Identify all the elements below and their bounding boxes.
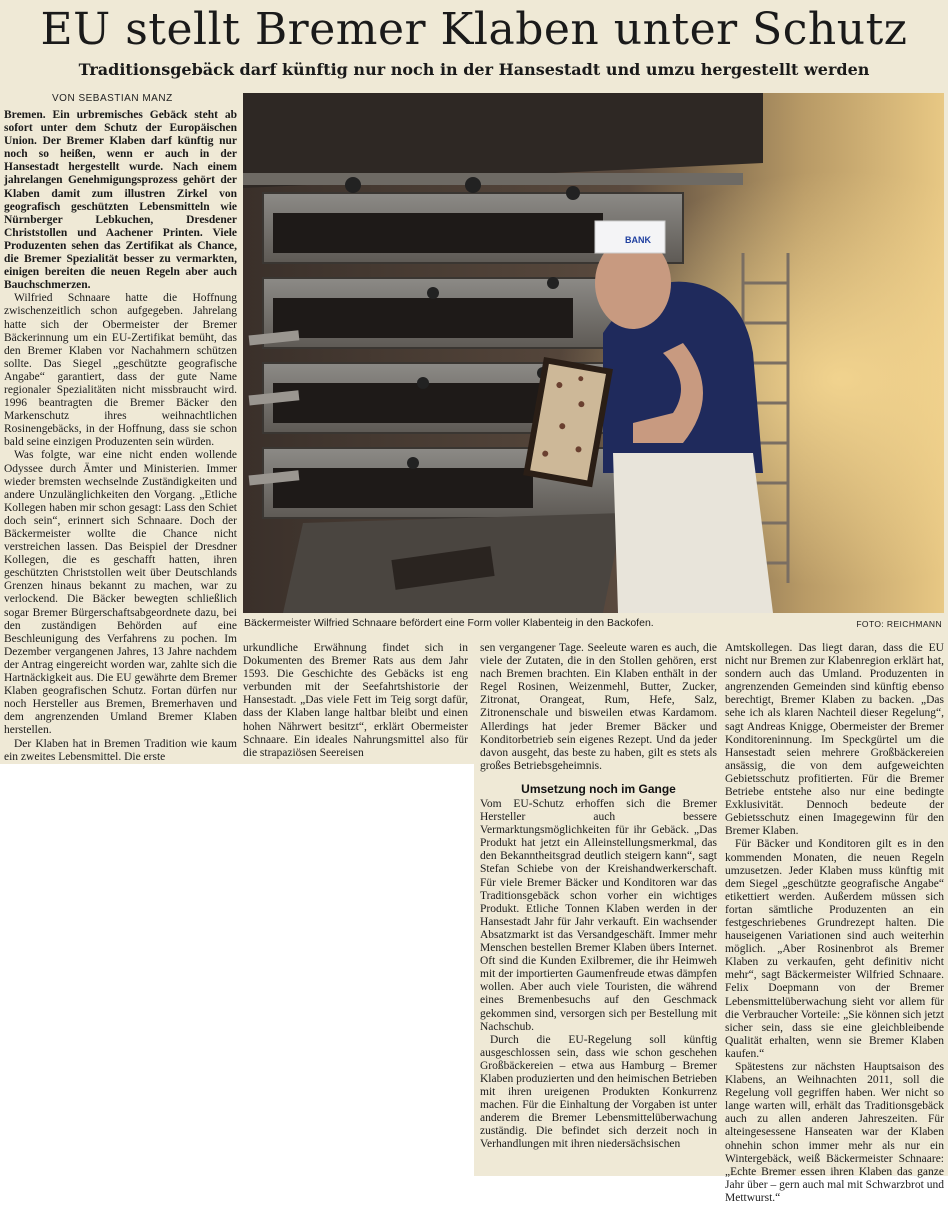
byline: VON SEBASTIAN MANZ — [52, 93, 173, 104]
lead-paragraph: Bremen. Ein urbremisches Gebäck steht ab sofort unter dem Schutz der Europäischen Union. Der Bremer Klaben darf künftig nur noch so heißen, wenn er auch in der Hansestadt hergestellt wurde. Nach einem jahrelangen Genehmigungsprozess gehört der Klaben damit zum illustren Zirkel von geografisch geschützten Lebensmitteln wie Nürnberger Lebkuchen, Dresdener Christstollen und Aachener Printen. Viele Produzenten sehen das Zertifikat als Chance, die Bremer Spezialität besser zu vermarkten, einigen bereiten die neuen Regeln aber auch Bauchschmerzen. — [4, 109, 237, 292]
cap-label: BANK — [625, 235, 651, 245]
paragraph: Durch die EU-Regelung soll künftig ausgeschlossen sein, dass wie schon geschehen Großbäckereien – etwa aus Hamburg – Bremer Klaben produzierten und den heimischen Betrieben mit ihren ureigenen Produkten Konkurrenz machen. Für die Einhaltung der Vorgaben ist unter anderem die Bremer Lebensmittelüberwachung zuständig. Die befindet sich derzeit noch in Verhandlungen mit ihren niedersächsischen — [480, 1033, 717, 1151]
article-photo — [243, 93, 944, 613]
paragraph: Spätestens zur nächsten Hauptsaison des Klabens, an Weihnachten 2011, soll die Regelung voll gegriffen haben. Wer nicht so lange warten will, erhält das Traditionsgebäck auch zu allen anderen Jahreszeiten. Für alteingesessene Hanseaten war der Klaben ohnehin schon immer mehr als nur ein Wintergebäck, weiß Bäckermeister Schnaare: „Echte Bremer essen ihren Klaben das ganze Jahr über – gern auch mal mit Schwarzbrot und Mettwurst.“ — [725, 1061, 944, 1204]
subheadline: Traditionsgebäck darf künftig nur noch in der Hansestadt und umzu hergestellt werden — [78, 60, 870, 79]
paragraph: urkundliche Erwähnung findet sich in Dokumenten des Bremer Rats aus dem Jahr 1593. Die Geschichte des Gebäcks ist eng verbunden mit der Seefahrtshistorie der Hansestadt. „Das viele Fett im Teig sorgt dafür, dass der Klaben lange haltbar bleibt und einen hohen Nährwert besitzt“, erklärt Obermeister Schnaare. Ein ideales Nahrungsmittel also für die strapaziösen Seereisen — [243, 642, 468, 759]
section-subheading: Umsetzung noch im Gange — [521, 782, 676, 796]
paragraph: sen vergangener Tage. Seeleute waren es auch, die viele der Zutaten, die in den Stollen gehören, erst nach Bremen brachten. Ein Klaben enthält in der Regel Rosinen, Weizenmehl, Butter, Zucker, Zitronat, Orangeat, Rum, Hefe, Salz, Zitronenschale und bisweilen etwas Kardamom. Allerdings hat jeder Bremer Bäcker und Konditorbetrieb sein eigenes Rezept. Und da jeder davon ausgeht, das beste zu haben, gilt es stets als großes Betriebsgeheimnis. — [480, 642, 717, 772]
photo-caption: Bäckermeister Wilfried Schnaare befördert eine Form voller Klabenteig in den Backofen. — [244, 617, 654, 629]
column-3-top — [480, 642, 717, 782]
column-3-bottom — [480, 798, 717, 1170]
paragraph: Amtskollegen. Das liegt daran, dass die EU nicht nur Bremen zur Klabenregion erklärt hat, sondern auch das Umland. Produzenten in angrenzenden Gemeinden sind künftig ebenso berechtigt, Bremer Klaben zu backen. „Das sehe ich als klaren Nachteil dieser Regelung“, sagt Andreas Knigge, Obermeister der Bremer Konditoreninnung. Im Speckgürtel um die Hansestadt seien mehrere Großbäckereien ansässig, die von dem aufgeweichten Gebietsschutz profitierten. Für die Bremer Betriebe entstehe also nur eine bedingte Exklusivität. Dennoch bedeute der Gebietsschutz einen Imagegewinn für den Bremer Klaben. — [725, 642, 944, 838]
column-1 — [4, 109, 237, 763]
paragraph: Vom EU-Schutz erhoffen sich die Bremer Hersteller auch bessere Vermarktungsmöglichkeiten für ihr Gebäck. „Das Produkt hat jetzt ein Alleinstellungsmerkmal, das den Bekanntheitsgrad deutlich steigern kann“, sagt Stefan Schiebe von der Kreishandwerkerschaft. Für viele Bremer Bäcker und Konditoren war das Traditionsgebäck schon vorher ein wichtiges Produkt. Etliche Tonnen Klaben werden in der Hansestadt Jahr für Jahr verkauft. Ein wachsender Absatzmarkt ist das Versandgeschäft. Immer mehr Menschen bestellen Bremer Klaben übers Internet. Oft sind die Kunden Exilbremer, die ihr Heimweh mit der importierten Gaumenfreude etwas dämpfen wollen. Aber auch viele Touristen, die während eines Bremenbesuchs auf den Geschmack gekommen sind, versorgen sich per Bestellung mit Nachschub. — [480, 798, 717, 1033]
column-2 — [243, 642, 468, 760]
paragraph: Was folgte, war eine nicht enden wollende Odyssee durch Ämter und Ministerien. Immer wieder bremsten wechselnde Zuständigkeiten und andere Unzulänglichkeiten den Vorgang. „Etliche Kollegen haben mir schon gesagt: Lass den Schiet doch sein“, erinnert sich Schnaare. Doch der Bäckermeister wollte die Chance nicht verstreichen lassen. Das Beispiel der Dresdner Kollegen, die es geschafft hatten, ihren geschützten Christstollen weit über Deutschlands Grenzen hinaus bekannt zu machen, war zu verlockend. Die Bäcker bewegten schließlich sogar Bremer Bürgerschaftsabgeordnete dazu, bei den zuständigen Behörden auf eine Beschleunigung des Verfahrens zu pochen. Im Dezember vergangenen Jahres, 13 Jahre nachdem der Antrag eingereicht worden war, zahlte sich die Hartnäckigkeit aus. Die EU gewährte dem Bremer Klaben geografischen Schutz. Fortan dürfen nur noch Hersteller aus Bremen, Bremerhaven und dem angrenzenden Umland Bremer Klaben herstellen. — [4, 449, 237, 737]
column-4 — [725, 642, 944, 1204]
paragraph: Wilfried Schnaare hatte die Hoffnung zwischenzeitlich schon aufgegeben. Jahrelang hatte sich der Obermeister der Bremer Bäckerinnung um ein EU-Zertifikat bemüht, das den Bremer Klaben vor Nachahmern schützen sollte. Das Siegel „geschützte geografische Angabe“ garantiert, dass der gute Name regionaler Spezialitäten nicht missbraucht wird. 1996 beantragten die Bremer Bäcker den Markenschutz ihres weihnachtlichen Rosinengebäcks, in der Hoffnung, dass sie schon bald seine einzigen Produzenten sein würden. — [4, 292, 237, 449]
headline: EU stellt Bremer Klaben unter Schutz — [40, 4, 908, 55]
paragraph: Der Klaben hat in Bremen Tradition wie kaum ein zweites Lebensmittel. Die erste — [4, 737, 237, 763]
paragraph: Für Bäcker und Konditoren gilt es in den kommenden Monaten, die neuen Regeln umzusetzen. Jeder Klaben muss künftig mit dem Siegel „geschützte geografische Angabe“ etikettiert werden. Außerdem müssen sich fortan sämtliche Produzenten an ein festgeschriebenes Grundrezept halten. Die hauseigenen Variationen sind auch weiterhin möglich. „Aber Rosinenbrot als Bremer Klaben zu verkaufen, geht definitiv nicht mehr“, sagt Bäckermeister Wilfried Schnaare. Felix Doepmann von der Bremer Lebensmittelüberwachung sieht vor allem für die Verbraucher Vorteile: „Sie können sich jetzt sicher sein, dass sie eine gleichbleibende Qualität erhalten, wenn sie Bremer Klaben kaufen.“ — [725, 838, 944, 1060]
baker-oven-illustration — [243, 93, 944, 613]
photo-credit: FOTO: REICHMANN — [856, 619, 942, 629]
